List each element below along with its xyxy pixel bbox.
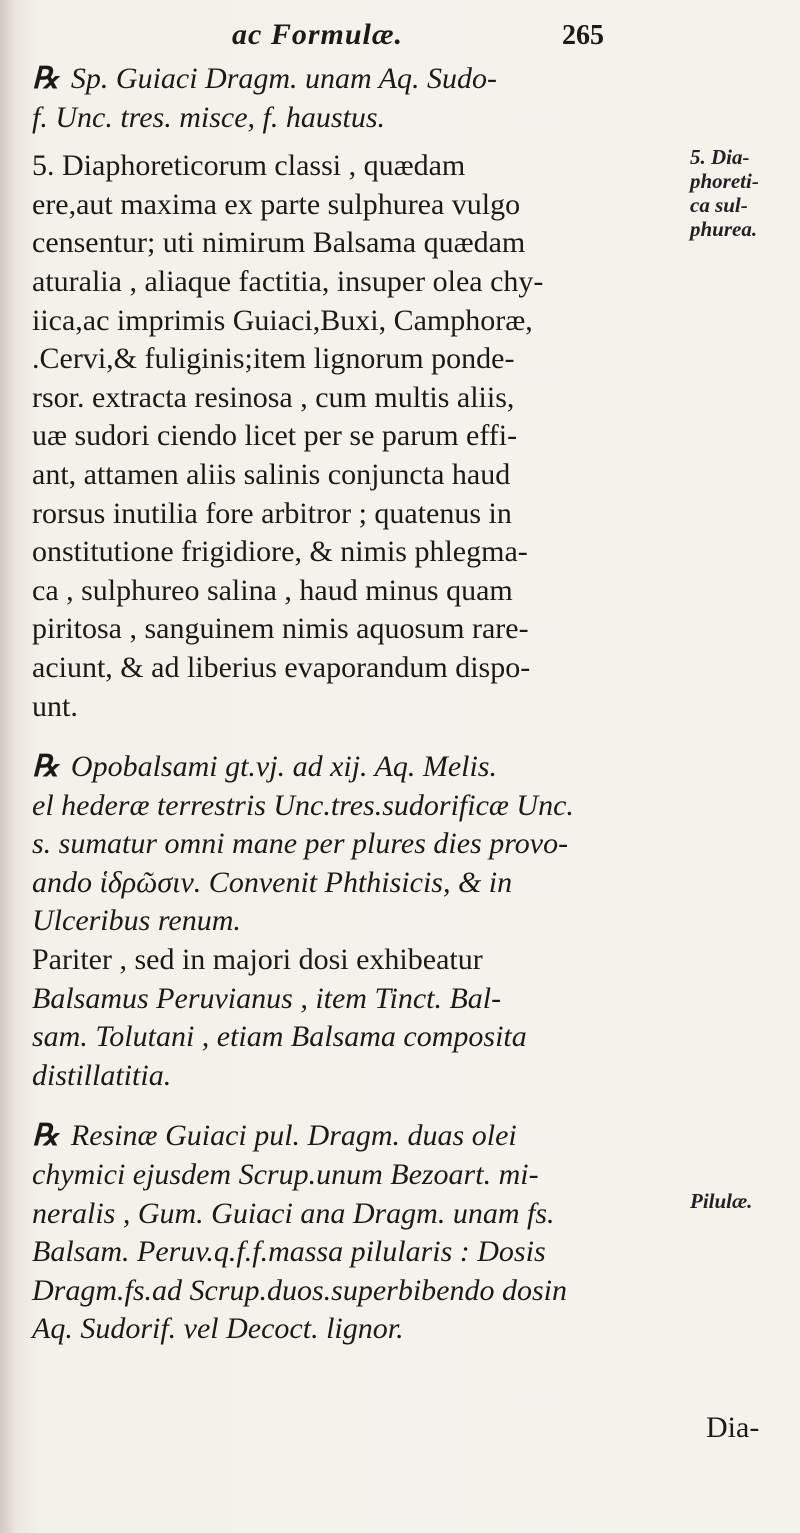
text-line: ando ἱδρῶσιν. Convenit Phthisicis, & in xyxy=(32,865,513,899)
recipe-symbol: ℞ xyxy=(32,1119,59,1153)
running-title: ac Formulæ. xyxy=(232,18,404,51)
text-line: aturalia , aliaque factitia, insuper olea chy- xyxy=(32,264,544,298)
text-line: ℞ Resinæ Guiaci pul. Dragm. duas olei xyxy=(32,1117,632,1156)
text-line: ℞ Sp. Guiaci Dragm. unam Aq. Sudo- xyxy=(32,60,632,99)
prescription-paragraph-2 xyxy=(32,748,632,941)
text-line: rorsus inutilia fore arbitror ; quatenus in xyxy=(32,496,512,530)
text-line: f. Unc. tres. misce, f. haustus. xyxy=(32,100,386,134)
main-text-block xyxy=(32,60,632,1349)
page-header xyxy=(0,18,800,58)
text-line: Balsamus Peruvianus , item Tinct. Bal- xyxy=(32,981,502,1015)
text-line: s. sumatur omni mane per plures dies provo- xyxy=(32,827,569,861)
page-gutter-shadow xyxy=(0,0,14,1533)
text-line: el hederæ terrestris Unc.tres.sudorificæ Unc. xyxy=(32,788,574,822)
margin-note-line: 5. Dia- xyxy=(690,145,750,169)
text-line: aciunt, & ad liberius evaporandum dispo- xyxy=(32,650,531,684)
text-line: Dragm.fs.ad Scrup.duos.superbibendo dosin xyxy=(32,1273,568,1307)
margin-note-line: phoreti- xyxy=(690,169,759,193)
text-line: unt. xyxy=(32,689,78,723)
text-line: Ulceribus renum. xyxy=(32,904,241,938)
text-line: piritosa , sanguinem nimis aquosum rare- xyxy=(32,612,529,646)
text-line: onstitutione frigidiore, & nimis phlegma- xyxy=(32,535,528,569)
recipe-symbol: ℞ xyxy=(32,750,59,784)
text-line: 5. Diaphoreticorum classi , quædam xyxy=(32,149,466,183)
margin-note-pilulae: Pilulæ. xyxy=(690,1189,753,1213)
catchword: Dia- xyxy=(706,1411,760,1444)
balsam-paragraph xyxy=(32,941,632,1095)
text-line: rsor. extracta resinosa , cum multis aliis, xyxy=(32,380,515,414)
diaphoretic-paragraph xyxy=(32,147,632,726)
text-line: Aq. Sudorif. vel Decoct. lignor. xyxy=(32,1312,404,1346)
text-line: censentur; uti nimirum Balsama quædam xyxy=(32,226,526,260)
pill-prescription-paragraph xyxy=(32,1117,632,1349)
text-line: chymici ejusdem Scrup.unum Bezoart. mi- xyxy=(32,1158,539,1192)
recipe-symbol: ℞ xyxy=(32,62,59,95)
text-line: ℞ Opobalsami gt.vj. ad xij. Aq. Melis. xyxy=(32,748,632,787)
page-number: 265 xyxy=(562,20,604,51)
margin-note-line: ca sul- xyxy=(690,193,748,217)
text-line: Balsam. Peruv.q.f.f.massa pilularis : Dosis xyxy=(32,1235,546,1269)
prescription-paragraph-1 xyxy=(32,60,632,137)
text-line: distillatitia. xyxy=(32,1058,172,1092)
text-line: Pariter , sed in majori dosi exhibeatur xyxy=(32,943,483,977)
text-line: sam. Tolutani , etiam Balsama composita xyxy=(32,1020,527,1054)
text-line: neralis , Gum. Guiaci ana Dragm. unam fs. xyxy=(32,1196,555,1230)
text-line: ere,aut maxima ex parte sulphurea vulgo xyxy=(32,187,521,221)
text-line: iica,ac imprimis Guiaci,Buxi, Camphoræ, xyxy=(32,303,533,337)
margin-note-line: phurea. xyxy=(690,217,758,241)
text-line: ca , sulphureo salina , haud minus quam xyxy=(32,573,513,607)
text-line: .Cervi,& fuliginis;item lignorum ponde- xyxy=(32,342,515,376)
text-line: uæ sudori ciendo licet per se parum effi- xyxy=(32,419,518,453)
text-line: ant, attamen aliis salinis conjuncta haud xyxy=(32,457,511,491)
